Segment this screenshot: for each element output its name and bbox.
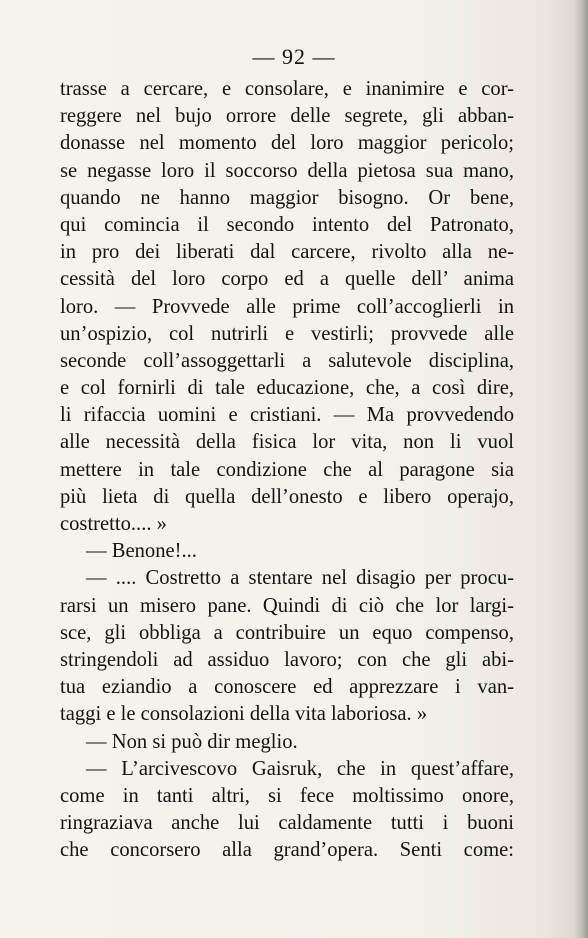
page-edge-shadow <box>574 0 588 938</box>
text-line: sce, gli obbliga a contribuire un equo compenso, <box>60 621 514 644</box>
text-line: se negasse loro il soccorso della pietosa sua mano, <box>60 159 514 182</box>
page-number: — 92 — <box>252 44 336 69</box>
text-line: stringendoli ad assiduo lavoro; con che gli abi- <box>60 648 514 671</box>
text-line: li rifaccia uomini e cristiani. — Ma provvedendo <box>60 404 514 427</box>
text-line: reggere nel bujo orrore delle segrete, gli abban- <box>60 105 514 128</box>
text-line: più lieta di quella dell’onesto e libero operajo, <box>60 485 514 508</box>
text-line: che concorsero alla grand’opera. Senti come: <box>60 839 514 862</box>
text-line: donasse nel momento del loro maggior pericolo; <box>60 132 514 155</box>
text-line: ringraziava anche lui caldamente tutti i buoni <box>60 812 514 835</box>
text-line: loro. — Provvede alle prime coll’accoglierli in <box>60 295 514 318</box>
text-line: — .... Costretto a stentare nel disagio per procu- <box>86 567 514 590</box>
text-line: alle necessità della fisica lor vita, non li vuol <box>60 431 514 454</box>
text-line: in pro dei liberati dal carcere, rivolto alla ne- <box>60 241 514 264</box>
text-line: e col fornirli di tale educazione, che, a così dire, <box>60 377 514 400</box>
text-line: costretto.... » <box>60 513 167 535</box>
text-line: seconde coll’assoggettarli a salutevole disciplina, <box>60 349 514 372</box>
text-line: un’ospizio, col nutrirli e vestirli; provvede alle <box>60 322 514 345</box>
text-line: tua eziandio a conoscere ed apprezzare i van- <box>60 676 514 699</box>
text-line: taggi e le consolazioni della vita laboriosa. » <box>60 703 428 726</box>
body-text <box>60 76 514 864</box>
text-line: — L’arcivescovo Gaisruk, che in quest’affare, <box>86 757 514 780</box>
text-line: — Benone!... <box>86 540 197 563</box>
text-line: — Non si può dir meglio. <box>86 730 298 753</box>
text-line: come in tanti altri, si fece moltissimo onore, <box>60 784 514 807</box>
text-line: cessità del loro corpo ed a quelle dell’ anima <box>60 268 514 291</box>
text-line: mettere in tale condizione che al paragone sia <box>60 458 514 481</box>
text-line: qui comincia il secondo intento del Patronato, <box>60 213 514 236</box>
text-line: rarsi un misero pane. Quindi di ciò che lor largi- <box>60 594 514 617</box>
text-line: quando ne hanno maggior bisogno. Or bene, <box>60 186 514 209</box>
text-line: trasse a cercare, e consolare, e inanimire e cor- <box>60 78 514 100</box>
